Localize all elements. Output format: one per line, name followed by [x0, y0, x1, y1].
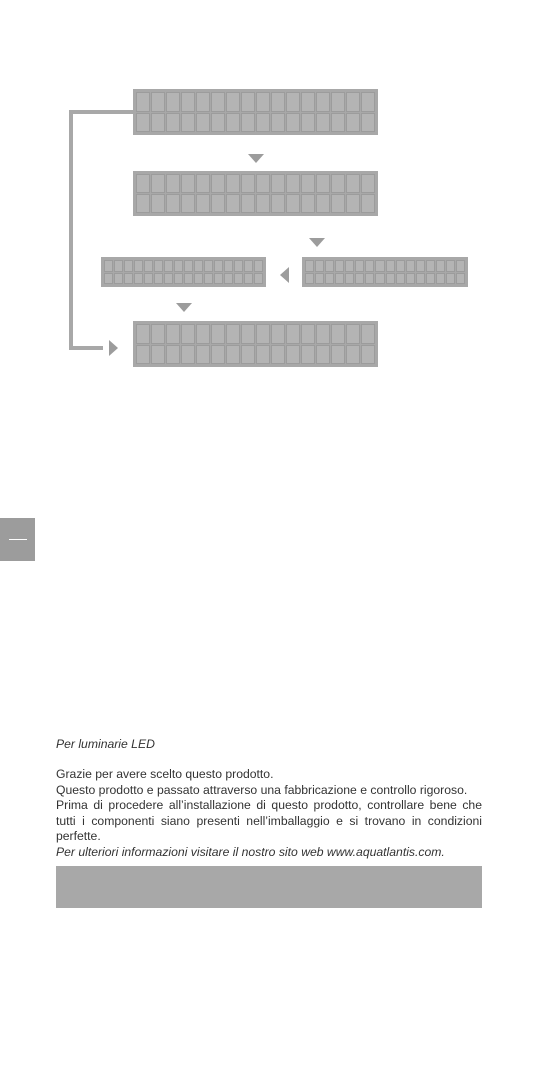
- lcd-character-cell: [256, 113, 270, 133]
- lcd-character-cell: [166, 174, 180, 193]
- lcd-character-cell: [361, 324, 375, 344]
- lcd-character-cell: [184, 260, 193, 272]
- lcd-character-cell: [396, 260, 405, 272]
- display-2-grid: [136, 174, 375, 213]
- lcd-character-cell: [256, 174, 270, 193]
- lcd-character-cell: [301, 174, 315, 193]
- lcd-character-cell: [211, 174, 225, 193]
- lcd-character-cell: [166, 92, 180, 112]
- lcd-character-cell: [151, 113, 165, 133]
- intro-text: [56, 767, 482, 861]
- display-3-right-grid: [305, 260, 465, 284]
- lcd-character-cell: [271, 345, 285, 365]
- lcd-character-cell: [375, 273, 384, 285]
- lcd-character-cell: [204, 273, 213, 285]
- lcd-character-cell: [305, 260, 314, 272]
- lcd-character-cell: [426, 273, 435, 285]
- lcd-character-cell: [241, 194, 255, 213]
- lcd-character-cell: [301, 345, 315, 365]
- lcd-character-cell: [211, 345, 225, 365]
- lcd-character-cell: [134, 260, 143, 272]
- lcd-character-cell: [256, 324, 270, 344]
- lcd-character-cell: [136, 92, 150, 112]
- lcd-character-cell: [174, 260, 183, 272]
- lcd-character-cell: [426, 260, 435, 272]
- lcd-character-cell: [301, 194, 315, 213]
- lcd-character-cell: [196, 194, 210, 213]
- lcd-character-cell: [315, 273, 324, 285]
- lcd-character-cell: [244, 273, 253, 285]
- display-1-grid: [136, 92, 375, 132]
- website-line: Per ulteriori informazioni visitare il nostro sito web www.aquatlantis.com.: [56, 844, 445, 859]
- lcd-character-cell: [151, 345, 165, 365]
- lcd-character-cell: [114, 260, 123, 272]
- lcd-character-cell: [331, 324, 345, 344]
- lcd-character-cell: [286, 324, 300, 344]
- lcd-character-cell: [241, 113, 255, 133]
- lcd-character-cell: [335, 260, 344, 272]
- lcd-character-cell: [174, 273, 183, 285]
- lcd-character-cell: [406, 273, 415, 285]
- lcd-character-cell: [316, 194, 330, 213]
- lcd-character-cell: [234, 260, 243, 272]
- lcd-character-cell: [286, 174, 300, 193]
- lcd-character-cell: [226, 345, 240, 365]
- lcd-character-cell: [456, 260, 465, 272]
- lcd-character-cell: [211, 92, 225, 112]
- lcd-character-cell: [164, 260, 173, 272]
- loop-line-vertical: [69, 110, 73, 350]
- lcd-character-cell: [181, 174, 195, 193]
- lcd-character-cell: [386, 273, 395, 285]
- lcd-character-cell: [331, 174, 345, 193]
- lcd-character-cell: [365, 273, 374, 285]
- lcd-character-cell: [254, 260, 263, 272]
- lcd-character-cell: [436, 273, 445, 285]
- lcd-character-cell: [346, 194, 360, 213]
- lcd-character-cell: [214, 273, 223, 285]
- lcd-character-cell: [446, 260, 455, 272]
- lcd-character-cell: [346, 92, 360, 112]
- lcd-character-cell: [301, 92, 315, 112]
- lcd-character-cell: [271, 324, 285, 344]
- lcd-character-cell: [184, 273, 193, 285]
- lcd-character-cell: [271, 92, 285, 112]
- lcd-character-cell: [254, 273, 263, 285]
- lcd-character-cell: [301, 324, 315, 344]
- lcd-character-cell: [211, 194, 225, 213]
- paragraph-thanks: Grazie per avere scelto questo prodotto.: [56, 767, 274, 781]
- lcd-character-cell: [114, 273, 123, 285]
- lcd-character-cell: [315, 260, 324, 272]
- lcd-character-cell: [224, 273, 233, 285]
- lcd-character-cell: [136, 194, 150, 213]
- lcd-character-cell: [151, 194, 165, 213]
- lcd-character-cell: [196, 92, 210, 112]
- lcd-character-cell: [144, 273, 153, 285]
- lcd-character-cell: [204, 260, 213, 272]
- lcd-character-cell: [396, 273, 405, 285]
- lcd-character-cell: [241, 174, 255, 193]
- lcd-character-cell: [365, 260, 374, 272]
- lcd-character-cell: [325, 273, 334, 285]
- lcd-character-cell: [136, 113, 150, 133]
- lcd-character-cell: [416, 273, 425, 285]
- arrow-down-icon: [309, 238, 325, 247]
- side-tab-mark: [9, 539, 27, 540]
- lcd-character-cell: [361, 194, 375, 213]
- lcd-character-cell: [104, 273, 113, 285]
- lcd-character-cell: [166, 345, 180, 365]
- lcd-character-cell: [154, 260, 163, 272]
- lcd-character-cell: [361, 345, 375, 365]
- lcd-character-cell: [134, 273, 143, 285]
- display-3-right: [302, 257, 468, 287]
- lcd-character-cell: [166, 324, 180, 344]
- lcd-character-cell: [305, 273, 314, 285]
- lcd-character-cell: [181, 194, 195, 213]
- lcd-character-cell: [325, 260, 334, 272]
- lcd-character-cell: [375, 260, 384, 272]
- lcd-character-cell: [234, 273, 243, 285]
- lcd-character-cell: [331, 92, 345, 112]
- lcd-character-cell: [136, 174, 150, 193]
- lcd-character-cell: [166, 113, 180, 133]
- display-2: [133, 171, 378, 216]
- lcd-character-cell: [316, 113, 330, 133]
- lcd-character-cell: [355, 273, 364, 285]
- lcd-character-cell: [386, 260, 395, 272]
- lcd-character-cell: [164, 273, 173, 285]
- display-4-grid: [136, 324, 375, 364]
- arrow-left-icon: [280, 267, 289, 283]
- lcd-character-cell: [361, 174, 375, 193]
- lcd-character-cell: [286, 194, 300, 213]
- lcd-character-cell: [226, 113, 240, 133]
- arrow-down-icon: [176, 303, 192, 312]
- lcd-character-cell: [301, 113, 315, 133]
- subtitle: Per luminarie LED: [56, 737, 155, 751]
- loop-line-bottom: [69, 346, 103, 350]
- lcd-character-cell: [316, 345, 330, 365]
- lcd-character-cell: [136, 345, 150, 365]
- lcd-character-cell: [154, 273, 163, 285]
- lcd-character-cell: [316, 324, 330, 344]
- lcd-character-cell: [345, 273, 354, 285]
- lcd-character-cell: [181, 324, 195, 344]
- lcd-character-cell: [271, 194, 285, 213]
- lcd-character-cell: [224, 260, 233, 272]
- lcd-character-cell: [196, 113, 210, 133]
- lcd-character-cell: [256, 194, 270, 213]
- lcd-character-cell: [446, 273, 455, 285]
- lcd-character-cell: [196, 345, 210, 365]
- lcd-character-cell: [346, 345, 360, 365]
- lcd-character-cell: [271, 113, 285, 133]
- lcd-character-cell: [136, 324, 150, 344]
- lcd-character-cell: [196, 324, 210, 344]
- side-tab: [0, 518, 35, 561]
- arrow-right-icon: [109, 340, 118, 356]
- lcd-character-cell: [104, 260, 113, 272]
- lcd-character-cell: [124, 273, 133, 285]
- lcd-character-cell: [244, 260, 253, 272]
- display-3-left-grid: [104, 260, 263, 284]
- lcd-character-cell: [346, 174, 360, 193]
- paragraph-quality: Questo prodotto e passato attraverso una fabbricazione e controllo rigoroso.: [56, 782, 468, 797]
- display-3-left: [101, 257, 266, 287]
- lcd-character-cell: [406, 260, 415, 272]
- lcd-character-cell: [196, 174, 210, 193]
- lcd-character-cell: [166, 194, 180, 213]
- lcd-character-cell: [151, 324, 165, 344]
- lcd-character-cell: [361, 92, 375, 112]
- lcd-character-cell: [226, 324, 240, 344]
- lcd-character-cell: [214, 260, 223, 272]
- lcd-character-cell: [331, 194, 345, 213]
- lcd-character-cell: [286, 345, 300, 365]
- lcd-character-cell: [226, 92, 240, 112]
- lcd-character-cell: [151, 92, 165, 112]
- lcd-character-cell: [286, 92, 300, 112]
- lcd-character-cell: [181, 345, 195, 365]
- lcd-character-cell: [256, 345, 270, 365]
- lcd-character-cell: [241, 345, 255, 365]
- lcd-character-cell: [335, 273, 344, 285]
- lcd-character-cell: [241, 92, 255, 112]
- lcd-character-cell: [316, 92, 330, 112]
- lcd-character-cell: [181, 92, 195, 112]
- display-4: [133, 321, 378, 367]
- arrow-down-icon: [248, 154, 264, 163]
- lcd-character-cell: [226, 194, 240, 213]
- lcd-character-cell: [286, 113, 300, 133]
- lcd-character-cell: [144, 260, 153, 272]
- lcd-character-cell: [436, 260, 445, 272]
- lcd-character-cell: [271, 174, 285, 193]
- lcd-character-cell: [416, 260, 425, 272]
- lcd-character-cell: [346, 113, 360, 133]
- lcd-character-cell: [331, 345, 345, 365]
- lcd-character-cell: [194, 273, 203, 285]
- loop-line-top: [69, 110, 133, 114]
- section-header-band: [56, 866, 482, 908]
- lcd-character-cell: [241, 324, 255, 344]
- lcd-character-cell: [361, 113, 375, 133]
- lcd-character-cell: [124, 260, 133, 272]
- lcd-character-cell: [181, 113, 195, 133]
- lcd-character-cell: [211, 113, 225, 133]
- lcd-character-cell: [331, 113, 345, 133]
- lcd-character-cell: [226, 174, 240, 193]
- lcd-character-cell: [346, 324, 360, 344]
- lcd-character-cell: [345, 260, 354, 272]
- lcd-character-cell: [194, 260, 203, 272]
- display-1: [133, 89, 378, 135]
- lcd-character-cell: [316, 174, 330, 193]
- lcd-character-cell: [211, 324, 225, 344]
- lcd-character-cell: [456, 273, 465, 285]
- lcd-character-cell: [256, 92, 270, 112]
- lcd-character-cell: [151, 174, 165, 193]
- paragraph-check: Prima di procedere all’installazione di questo prodotto, controllare bene che tutti i componenti siano presenti nell’imballaggio e si trovano in condizioni perfette.: [56, 798, 482, 844]
- lcd-character-cell: [355, 260, 364, 272]
